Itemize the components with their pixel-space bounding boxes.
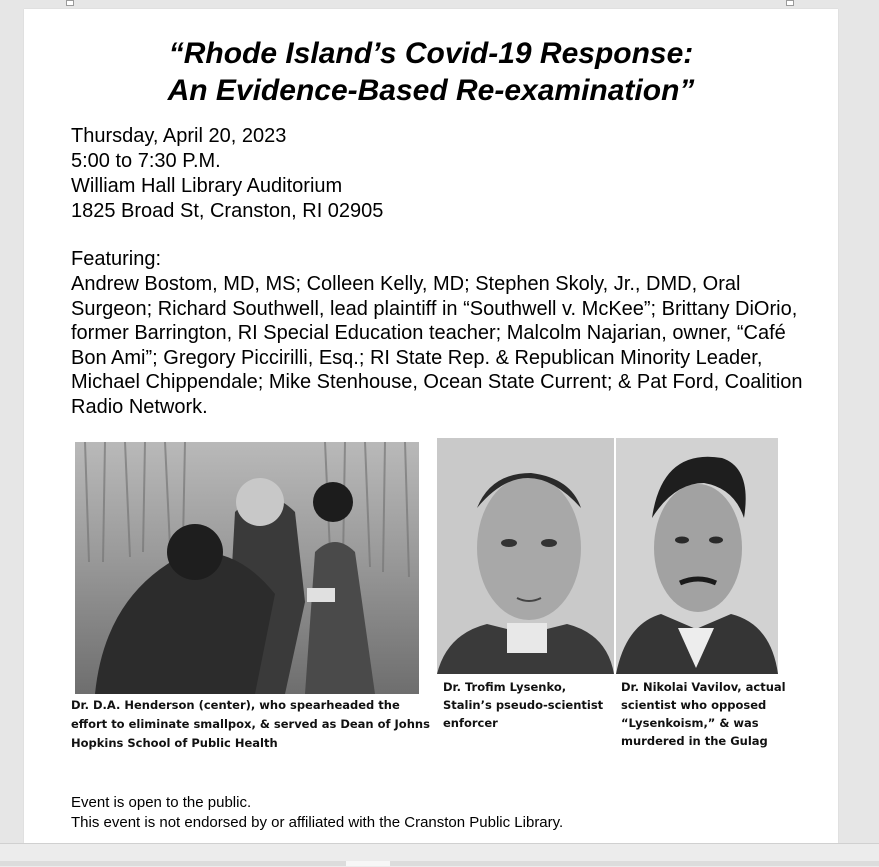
title-line-1: “Rhode Island’s Covid-19 Response:	[168, 37, 694, 70]
document-page[interactable]	[24, 9, 838, 843]
horizontal-scrollbar-track[interactable]	[0, 861, 879, 866]
event-venue: William Hall Library Auditorium	[71, 175, 343, 197]
margin-marker-right[interactable]	[786, 0, 794, 6]
top-ruler-bar	[0, 0, 879, 9]
margin-marker-left[interactable]	[66, 0, 74, 6]
horizontal-scrollbar-thumb[interactable]	[346, 861, 390, 866]
event-date: Thursday, April 20, 2023	[71, 125, 287, 147]
event-address: 1825 Broad St, Cranston, RI 02905	[71, 200, 384, 222]
featuring-list: Andrew Bostom, MD, MS; Colleen Kelly, MD; Stephen Skoly, Jr., DMD, Oral Surgeon; Richard Southwell, lead plaintiff in “Southwell v. McKee”; Brittany DiOrio, former Barrington, RI Special Education teacher; Malcolm Najarian, owner, “Café Bon Ami”; Gregory Piccirilli, Esq.; RI State Rep. & Republican Minority Leader, Michael Chippendale; Mike Stenhouse, Ocean State Current; & Pat Ford, Coalition Radio Network.	[71, 273, 803, 418]
lysenko-caption: Dr. Trofim Lysenko, Stalin’s pseudo-scientist enforcer	[443, 680, 604, 730]
vavilov-photo	[616, 438, 778, 674]
lysenko-photo	[437, 438, 614, 674]
vavilov-caption: Dr. Nikolai Vavilov, actual scientist who opposed “Lysenkoism,” & was murdered in the Gulag	[621, 680, 786, 748]
event-time: 5:00 to 7:30 P.M.	[71, 150, 221, 172]
henderson-caption: Dr. D.A. Henderson (center), who spearheaded the effort to eliminate smallpox, & served as Dean of Johns Hopkins School of Public Health	[71, 698, 430, 750]
henderson-photo	[75, 442, 419, 694]
footer-line-2: This event is not endorsed by or affiliated with the Cranston Public Library.	[71, 814, 564, 831]
event-details	[71, 124, 383, 224]
footer-line-1: Event is open to the public.	[71, 794, 252, 811]
document-title	[24, 35, 838, 109]
footer-notes	[71, 793, 563, 833]
title-line-2: An Evidence-Based Re-examination”	[167, 74, 695, 107]
featuring-label: Featuring:	[71, 248, 162, 270]
